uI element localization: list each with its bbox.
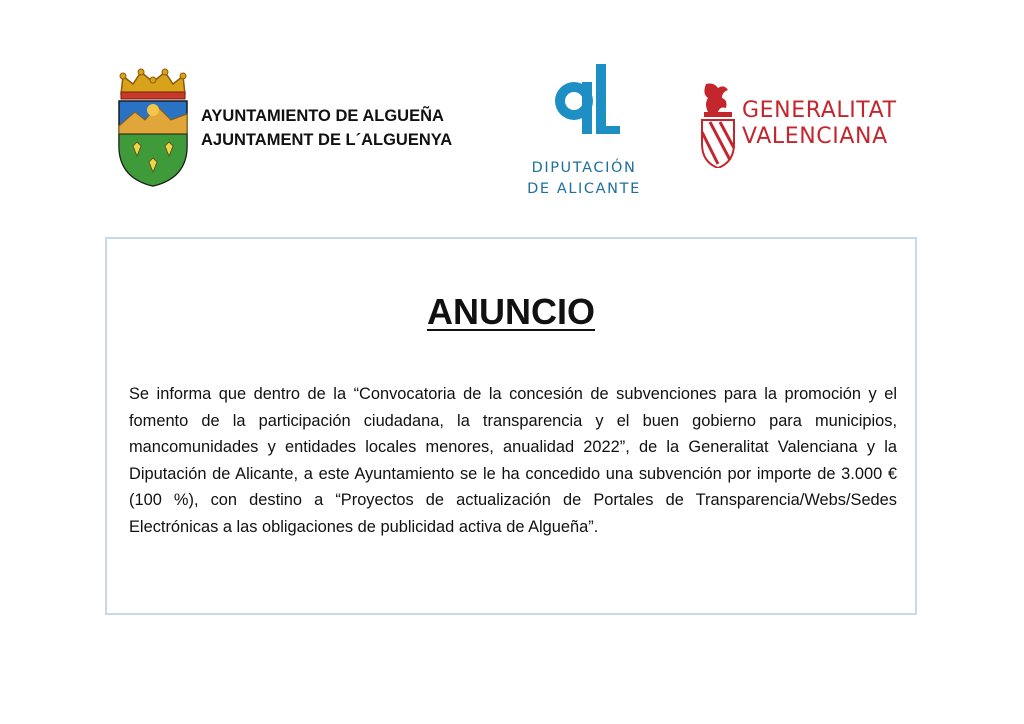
notice-box: [105, 237, 917, 615]
diputacion-line1: DIPUTACIÓN: [531, 160, 637, 176]
municipality-name-block: [201, 104, 452, 152]
generalitat-logo: [696, 82, 911, 172]
generalitat-line2: VALENCIANA: [742, 124, 888, 149]
generalitat-name: [742, 98, 897, 150]
municipality-name-va: AJUNTAMENT DE L´ALGUENYA: [201, 131, 453, 149]
diputacion-name: [522, 158, 646, 200]
notice-body: Se informa que dentro de la “Convocatoria de la concesión de subvenciones para la promoción y el fomento de la participación ciudadana, la transparencia y el buen gobierno para municipios, mancomunidades y entidades locales menores, anualidad 2022”, de la Generalitat Valenciana y la Diputación de Alicante, a este Ayuntamiento se le ha concedido una subvención por importe de 3.000 € (100 %), con destino a “Proyectos de actualización de Portales de Transparencia/Webs/Sedes Electrónicas a las obligaciones de publicidad activa de Algueña”.: [129, 385, 897, 536]
notice-title: ANUNCIO: [427, 291, 595, 332]
diputacion-alicante-icon: [544, 64, 620, 144]
algueña-coat-of-arms-icon: [113, 68, 193, 188]
diputacion-logo: [522, 64, 646, 198]
municipality-name-es: AYUNTAMIENTO DE ALGUEÑA: [201, 107, 444, 125]
diputacion-line2: DE ALICANTE: [527, 181, 641, 197]
generalitat-line1: GENERALITAT: [742, 98, 897, 123]
generalitat-valenciana-icon: [696, 82, 740, 168]
